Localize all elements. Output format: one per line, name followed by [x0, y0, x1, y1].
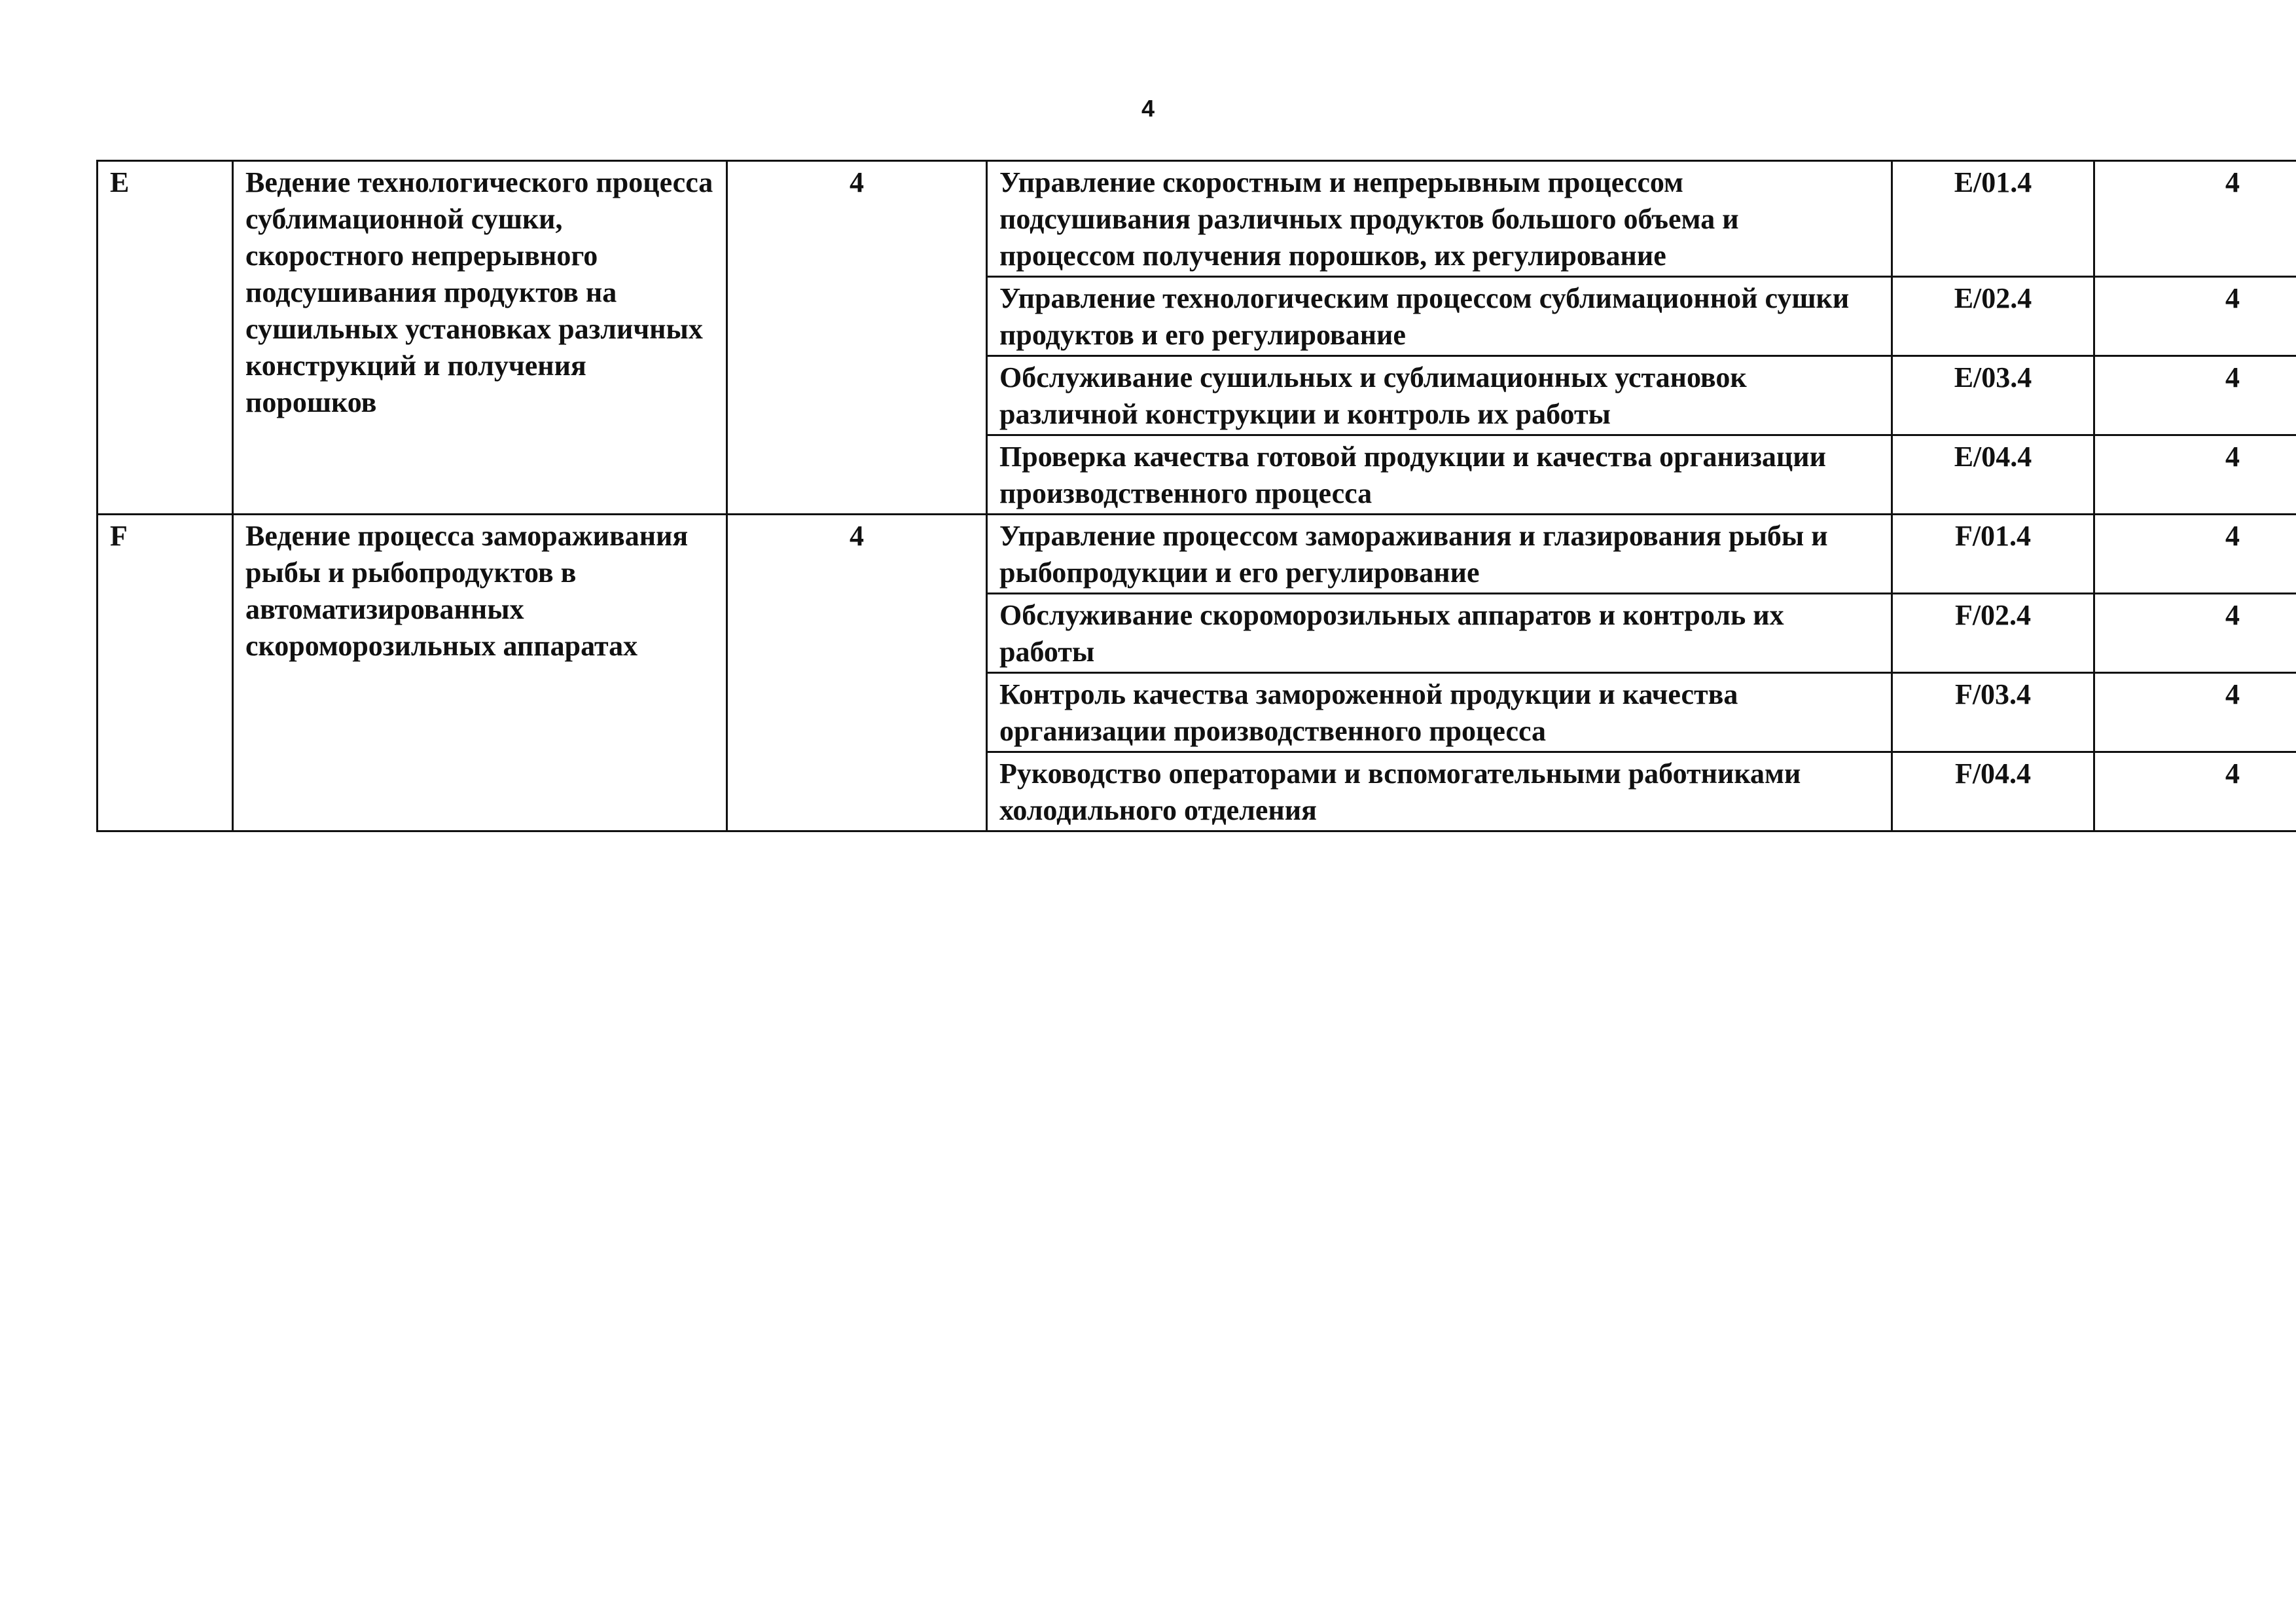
labor-function-level: 4	[2094, 752, 2296, 831]
labor-function-level: 4	[2094, 356, 2296, 435]
labor-function-level: 4	[2094, 594, 2296, 673]
page-number: 4	[1141, 95, 1155, 122]
table-row	[98, 515, 2296, 594]
labor-function-code: F/01.4	[1892, 515, 2094, 594]
labor-function-code: E/03.4	[1892, 356, 2094, 435]
labor-function-code: E/01.4	[1892, 161, 2094, 277]
labor-function-level: 4	[2094, 277, 2296, 356]
labor-function-level: 4	[2094, 161, 2296, 277]
labor-function-code: F/02.4	[1892, 594, 2094, 673]
labor-function-name: Управление процессом замораживания и глазирования рыбы и рыбопродукции и его регулирование	[987, 515, 1892, 594]
labor-function-level: 4	[2094, 515, 2296, 594]
labor-function-name: Управление технологическим процессом сублимационной сушки продуктов и его регулирование	[987, 277, 1892, 356]
table-row	[98, 161, 2296, 277]
generalized-function-name: Ведение технологического процесса сублимационной сушки, скоростного непрерывного подсушивания продуктов на сушильных установках различных конструкций и получения порошков	[233, 161, 727, 515]
labor-function-code: E/02.4	[1892, 277, 2094, 356]
labor-function-name: Управление скоростным и непрерывным процессом подсушивания различных продуктов большого объема и процессом получения порошков, их регулирование	[987, 161, 1892, 277]
generalized-function-name: Ведение процесса замораживания рыбы и рыбопродуктов в автоматизированных скороморозильных аппаратах	[233, 515, 727, 831]
labor-function-level: 4	[2094, 673, 2296, 752]
generalized-function-code: E	[98, 161, 233, 515]
labor-function-name: Контроль качества замороженной продукции и качества организации производственного процесса	[987, 673, 1892, 752]
generalized-function-level: 4	[727, 161, 987, 515]
generalized-function-level: 4	[727, 515, 987, 831]
labor-function-name: Обслуживание скороморозильных аппаратов и контроль их работы	[987, 594, 1892, 673]
labor-functions-table	[96, 160, 2296, 832]
labor-function-name: Обслуживание сушильных и сублимационных установок различной конструкции и контроль их работы	[987, 356, 1892, 435]
labor-function-name: Руководство операторами и вспомогательными работниками холодильного отделения	[987, 752, 1892, 831]
generalized-function-code: F	[98, 515, 233, 831]
labor-function-level: 4	[2094, 435, 2296, 515]
labor-function-code: E/04.4	[1892, 435, 2094, 515]
labor-function-code: F/03.4	[1892, 673, 2094, 752]
labor-function-name: Проверка качества готовой продукции и качества организации производственного процесса	[987, 435, 1892, 515]
labor-function-code: F/04.4	[1892, 752, 2094, 831]
